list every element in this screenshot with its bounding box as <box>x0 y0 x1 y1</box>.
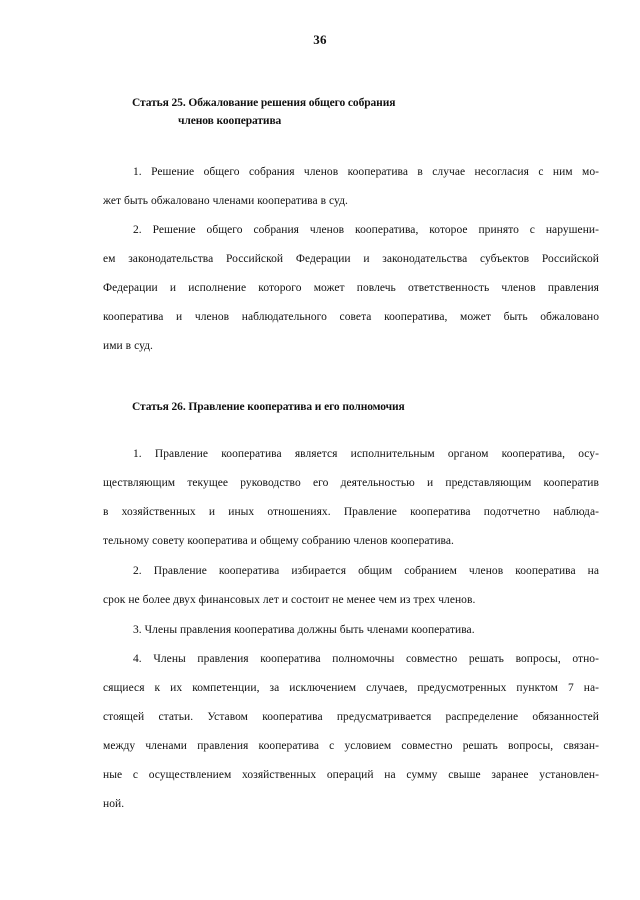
paragraph-line: ной. <box>103 798 125 810</box>
paragraph-line: ществляющим текущее руководство его деятельностью и представляющим кооператив <box>103 477 599 489</box>
article-25-paragraph-2 <box>103 216 599 361</box>
paragraph-line: сящиеся к их компетенции, за исключением случаев, предусмотренных пунктом 7 на- <box>103 682 599 694</box>
paragraph-line: 1. Правление кооператива является исполнительным органом кооператива, осу- <box>133 448 599 460</box>
paragraph-line: ные с осуществлением хозяйственных операций на сумму свыше заранее установлен- <box>103 769 599 781</box>
paragraph-line: кооператива и членов наблюдательного совета кооператива, может быть обжаловано <box>103 311 599 323</box>
paragraph-line: Федерации и исполнение которого может повлечь ответственность членов правления <box>103 282 599 294</box>
paragraph-line: ими в суд. <box>103 340 153 352</box>
article-25-heading-line2: членов кооператива <box>178 115 282 127</box>
article-26-paragraph-4 <box>103 645 599 819</box>
article-25-heading <box>132 94 395 130</box>
article-26-paragraph-1 <box>103 440 599 556</box>
article-25-heading-line1: Статья 25. Обжалование решения общего собрания <box>132 97 396 109</box>
paragraph-line: тельному совету кооператива и общему собранию членов кооператива. <box>103 535 454 547</box>
paragraph-line: в хозяйственных и иных отношениях. Правление кооператива подотчетно наблюда- <box>103 506 599 518</box>
paragraph-line: между членами правления кооператива с условием совместно решать вопросы, связан- <box>103 740 599 752</box>
article-26-paragraph-3 <box>103 616 599 645</box>
paragraph-line: 4. Члены правления кооператива полномочны совместно решать вопросы, отно- <box>133 653 599 665</box>
paragraph-line: срок не более двух финансовых лет и состоит не менее чем из трех членов. <box>103 594 476 606</box>
article-25-paragraph-1 <box>103 158 599 216</box>
paragraph-line: 3. Члены правления кооператива должны быть членами кооператива. <box>133 624 475 636</box>
paragraph-line: 1. Решение общего собрания членов кооператива в случае несогласия с ним мо- <box>133 166 599 178</box>
article-26-paragraph-2 <box>103 557 599 615</box>
paragraph-line: 2. Решение общего собрания членов кооператива, которое принято с нарушени- <box>133 224 599 236</box>
paragraph-line: жет быть обжаловано членами кооператива в суд. <box>103 195 348 207</box>
paragraph-line: ем законодательства Российской Федерации и законодательства субъектов Российской <box>103 253 599 265</box>
article-26-heading: Статья 26. Правление кооператива и его полномочия <box>132 401 405 413</box>
page-number: 36 <box>313 32 327 47</box>
paragraph-line: 2. Правление кооператива избирается общим собранием членов кооператива на <box>133 565 599 577</box>
paragraph-line: стоящей статьи. Уставом кооператива предусматривается распределение обязанностей <box>103 711 599 723</box>
